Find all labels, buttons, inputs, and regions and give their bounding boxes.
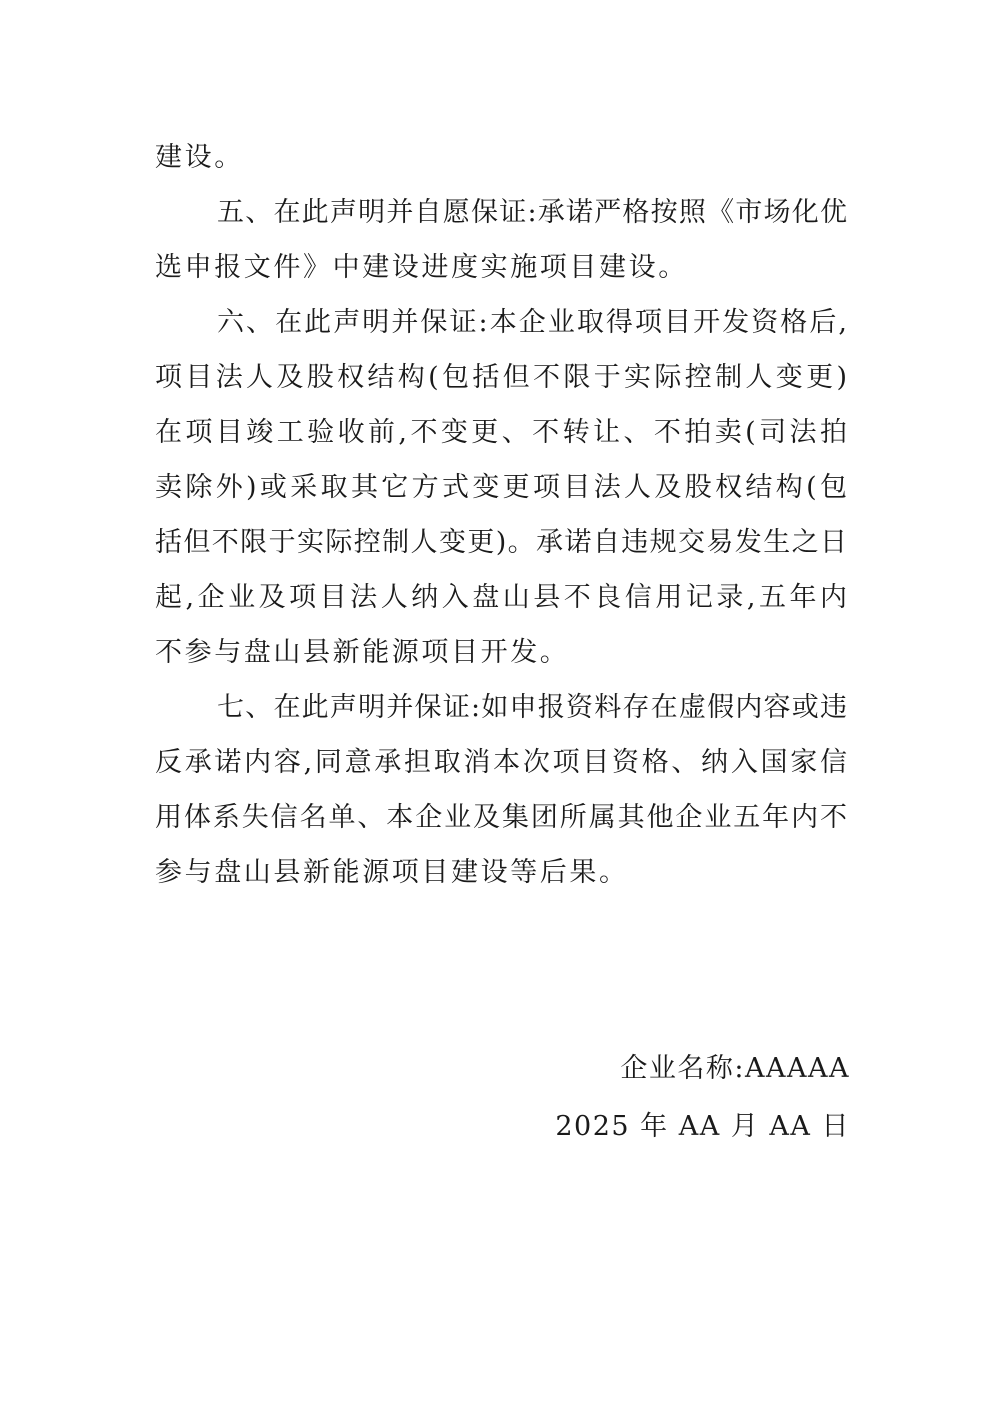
- date-line: 2025 年 AA 月 AA 日: [555, 1111, 850, 1142]
- text-line: 在项目竣工验收前,不变更、不转让、不拍卖(司法拍: [155, 417, 847, 448]
- text-line: 起,企业及项目法人纳入盘山县不良信用记录,五年内: [155, 582, 847, 613]
- text-line: 用体系失信名单、本企业及集团所属其他企业五年内不: [155, 802, 847, 833]
- text-line: 参与盘山县新能源项目建设等后果。: [155, 857, 629, 888]
- paragraph-intro-tail: [155, 130, 847, 185]
- text-line: 六、在此声明并保证:本企业取得项目开发资格后,: [217, 307, 847, 338]
- company-name-line: 企业名称:AAAAA: [620, 1053, 850, 1084]
- text-line: 不参与盘山县新能源项目开发。: [155, 637, 570, 668]
- text-line: 五、在此声明并自愿保证:承诺严格按照《市场化优: [217, 197, 847, 228]
- text-line: 七、在此声明并保证:如申报资料存在虚假内容或违: [217, 692, 847, 723]
- text-line: 选申报文件》中建设进度实施项目建设。: [155, 252, 688, 283]
- text-line: 建设。: [155, 142, 244, 173]
- paragraph-item-five: [155, 185, 847, 295]
- text-line: 反承诺内容,同意承担取消本次项目资格、纳入国家信: [155, 747, 847, 778]
- text-line: 卖除外)或采取其它方式变更项目法人及股权结构(包: [155, 472, 847, 503]
- signature-block: [555, 1040, 850, 1156]
- paragraph-item-six: [155, 295, 847, 680]
- text-line: 项目法人及股权结构(包括但不限于实际控制人变更): [155, 362, 847, 393]
- paragraph-item-seven: [155, 680, 847, 900]
- text-line: 括但不限于实际控制人变更)。承诺自违规交易发生之日: [155, 527, 847, 558]
- document-body: [155, 130, 847, 900]
